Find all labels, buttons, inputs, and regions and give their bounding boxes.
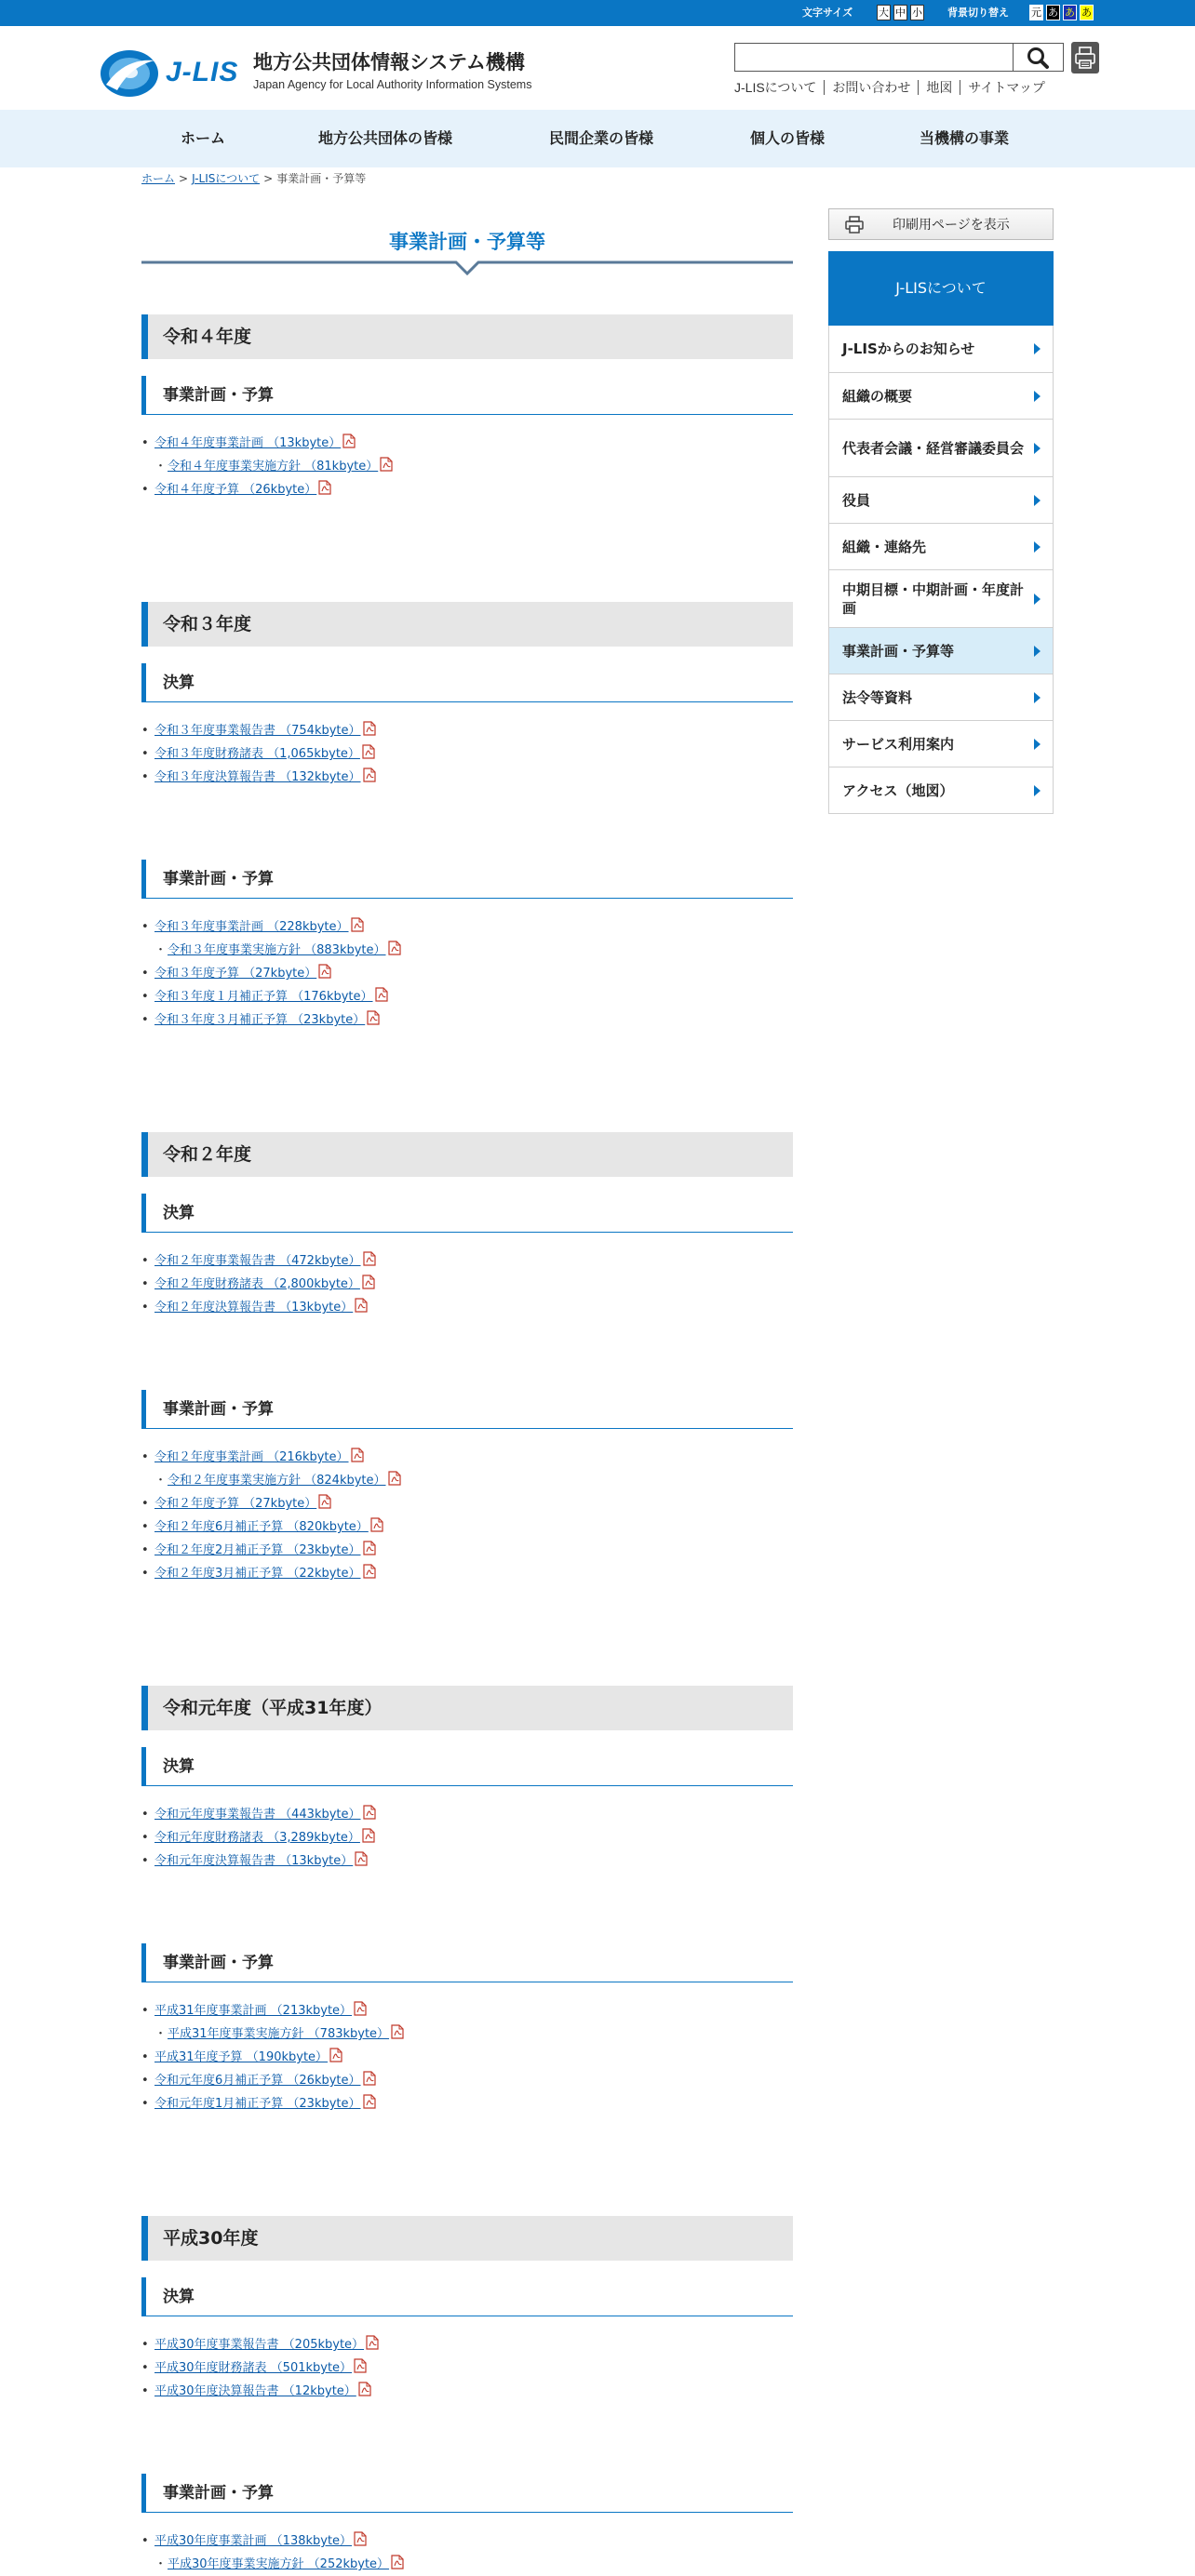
sidebar-item[interactable]: [829, 569, 1053, 627]
pdf-icon: [363, 2094, 376, 2109]
list-item: [141, 1008, 793, 1032]
breadcrumb-home[interactable]: ホーム: [141, 172, 176, 185]
document-list: [141, 432, 793, 501]
pdf-icon: [329, 2048, 342, 2062]
logo-wordmark[interactable]: J-LIS: [166, 57, 239, 87]
sub-heading: 決算: [141, 1194, 793, 1233]
pdf-icon: [367, 1010, 380, 1025]
bullet: •: [141, 1013, 149, 1027]
list-item: [141, 2046, 793, 2069]
pdf-icon: [318, 480, 331, 495]
print-page-label: 印刷用ページを表示: [893, 218, 1010, 233]
list-item: [141, 2380, 793, 2403]
list-item: [141, 719, 793, 742]
pdf-icon: [391, 2024, 404, 2039]
sub-heading: 事業計画・予算: [141, 1943, 793, 1982]
bullet: •: [141, 1543, 149, 1557]
pdf-icon: [358, 2382, 371, 2396]
document-link[interactable]: 令和３年度１月補正予算 （176kbyte）: [154, 990, 373, 1004]
document-link[interactable]: 令和元年度6月補正予算 （26kbyte）: [154, 2074, 361, 2088]
document-link[interactable]: 平成31年度事業実施方針 （783kbyte）: [168, 2027, 390, 2041]
list-item: [141, 2553, 793, 2576]
sub-heading: 事業計画・予算: [141, 860, 793, 899]
pdf-icon: [391, 2555, 404, 2569]
pdf-icon: [363, 1251, 376, 1266]
bg-black-button[interactable]: あ: [1048, 7, 1058, 19]
page-title: 事業計画・予算等: [389, 231, 545, 253]
document-link[interactable]: 平成30年度決算報告書 （12kbyte）: [154, 2384, 356, 2398]
document-list: [141, 915, 793, 1032]
header-link-contact[interactable]: お問い合わせ: [824, 80, 918, 95]
list-item: [141, 1803, 793, 1826]
document-link[interactable]: 令和３年度３月補正予算 （23kbyte）: [154, 1013, 366, 1027]
sidebar-item-label: J-LISからのお知らせ: [842, 340, 975, 357]
bullet: •: [141, 2384, 149, 2398]
bullet: •: [141, 2534, 149, 2548]
nav-item-local-gov[interactable]: 地方公共団体の皆様: [318, 129, 453, 147]
document-list: [141, 1999, 793, 2116]
bullet: •: [141, 2338, 149, 2352]
bullet: •: [141, 1450, 149, 1464]
document-link[interactable]: 令和２年度事業計画 （216kbyte）: [154, 1450, 349, 1464]
list-item: [141, 1446, 793, 1469]
global-nav: [0, 110, 1195, 167]
print-button[interactable]: [1071, 42, 1099, 73]
document-link[interactable]: 令和元年度事業報告書 （443kbyte）: [154, 1808, 361, 1822]
bullet: •: [141, 1301, 149, 1315]
font-size-large-button[interactable]: 大: [879, 7, 889, 19]
document-link[interactable]: 令和２年度予算 （27kbyte）: [154, 1497, 317, 1511]
list-item: [141, 1296, 793, 1319]
bullet: •: [141, 1254, 149, 1268]
list-item: [141, 1849, 793, 1873]
sidebar-item-label: 組織の概要: [842, 387, 913, 405]
list-item: [141, 1492, 793, 1515]
bg-switch-label: 背景切り替え: [947, 7, 1009, 19]
chevron-right-icon: [1034, 739, 1041, 750]
list-item: [141, 1562, 793, 1585]
breadcrumb-separator: >: [179, 172, 189, 185]
year-heading: 令和３年度: [141, 602, 793, 647]
bullet: •: [141, 1854, 149, 1868]
chevron-right-icon: [1034, 646, 1041, 657]
search-icon: [1014, 44, 1064, 73]
pdf-icon: [375, 987, 388, 1002]
bullet: •: [141, 2097, 149, 2111]
header-link-map[interactable]: 地図: [918, 80, 960, 95]
pdf-icon: [380, 457, 393, 472]
document-link[interactable]: 平成30年度事業計画 （138kbyte）: [154, 2534, 353, 2548]
document-link[interactable]: 令和３年度財務諸表 （1,065kbyte）: [154, 747, 360, 761]
sidebar-item[interactable]: [829, 419, 1053, 476]
bullet: •: [141, 1808, 149, 1822]
list-item: [141, 1999, 793, 2022]
document-link[interactable]: 令和３年度事業計画 （228kbyte）: [154, 920, 349, 934]
sidebar-item-label: 事業計画・予算等: [842, 642, 955, 660]
sidebar-item-label: サービス利用案内: [842, 735, 955, 753]
pdf-icon: [363, 2071, 376, 2086]
sub-heading: 事業計画・予算: [141, 2474, 793, 2513]
nav-item-home[interactable]: ホーム: [181, 129, 226, 147]
printer-icon: [1071, 42, 1099, 73]
bullet: •: [141, 2074, 149, 2088]
year-heading: 令和４年度: [141, 314, 793, 359]
bullet: •: [141, 1520, 149, 1534]
bullet: •: [141, 770, 149, 784]
sidebar-item-label: アクセス（地図）: [842, 781, 954, 799]
document-link[interactable]: 平成30年度財務諸表 （501kbyte）: [154, 2361, 353, 2375]
document-link[interactable]: 令和２年度財務諸表 （2,800kbyte）: [154, 1277, 360, 1291]
list-item: [141, 1249, 793, 1273]
pdf-icon: [351, 1448, 364, 1462]
bullet: •: [141, 990, 149, 1004]
pdf-icon: [318, 964, 331, 979]
document-list: [141, 1446, 793, 1585]
list-item: [141, 985, 793, 1008]
pdf-icon: [318, 1494, 331, 1509]
list-item: [141, 1515, 793, 1539]
list-item: [141, 455, 793, 478]
list-item: [141, 1826, 793, 1849]
site-header: [0, 26, 1195, 110]
sidebar-item[interactable]: [829, 372, 1053, 419]
pdf-icon: [363, 767, 376, 782]
utility-bar: [0, 0, 1195, 26]
breadcrumb: [141, 171, 366, 186]
list-item: [141, 432, 793, 455]
header-link-about[interactable]: J-LISについて: [734, 80, 817, 95]
pdf-icon: [363, 1805, 376, 1820]
sidebar-heading[interactable]: J-LISについて: [828, 251, 1054, 326]
pdf-icon: [363, 1541, 376, 1555]
bullet: ・: [154, 460, 168, 474]
pdf-icon: [354, 2358, 367, 2373]
bullet: •: [141, 747, 149, 761]
document-link[interactable]: 令和元年度決算報告書 （13kbyte）: [154, 1854, 354, 1868]
font-size-label: 文字サイズ: [802, 7, 853, 19]
bg-yellow-button[interactable]: あ: [1081, 7, 1092, 19]
list-item: [141, 766, 793, 789]
sidebar-item-label: 中期目標・中期計画・年度計画: [842, 581, 1025, 617]
font-size-medium-button[interactable]: 中: [895, 7, 906, 19]
year-heading: 令和元年度（平成31年度）: [141, 1686, 793, 1730]
document-link[interactable]: 令和元年度財務諸表 （3,289kbyte）: [154, 1831, 360, 1845]
pdf-icon: [370, 1517, 383, 1532]
document-link[interactable]: 令和３年度事業実施方針 （883kbyte）: [168, 943, 386, 957]
chevron-right-icon: [1034, 785, 1041, 796]
document-link[interactable]: 令和２年度6月補正予算 （820kbyte）: [154, 1520, 369, 1534]
font-size-small-button[interactable]: 小: [912, 7, 922, 19]
org-name-ja[interactable]: 地方公共団体情報システム機構: [253, 51, 525, 73]
org-name-en: Japan Agency for Local Authority Information Systems: [253, 78, 532, 91]
bullet: •: [141, 2050, 149, 2064]
chevron-right-icon: [1034, 443, 1041, 454]
sub-heading: 事業計画・予算: [141, 1390, 793, 1429]
bullet: •: [141, 1277, 149, 1291]
document-link[interactable]: 令和４年度事業計画 （13kbyte）: [154, 436, 342, 450]
chevron-right-icon: [1034, 391, 1041, 402]
jlis-logo-mark-icon[interactable]: [99, 47, 160, 99]
document-list: [141, 2333, 793, 2403]
list-item: [141, 915, 793, 939]
search-button[interactable]: [1014, 43, 1064, 72]
list-item: [141, 2356, 793, 2380]
bullet: •: [141, 436, 149, 450]
list-item: [141, 2069, 793, 2092]
chevron-right-icon: [1034, 692, 1041, 703]
list-item: [141, 1273, 793, 1296]
chevron-right-icon: [1034, 541, 1041, 553]
list-item: [141, 478, 793, 501]
sidebar-item[interactable]: [829, 767, 1053, 813]
pdf-icon: [355, 1851, 368, 1866]
pdf-icon: [362, 1275, 375, 1289]
list-item: [141, 962, 793, 985]
list-item: [141, 2092, 793, 2116]
nav-item-individuals[interactable]: 個人の皆様: [750, 129, 826, 147]
document-link[interactable]: 令和２年度2月補正予算 （23kbyte）: [154, 1543, 361, 1557]
bullet: ・: [154, 2027, 168, 2041]
nav-item-our-business[interactable]: 当機構の事業: [920, 129, 1010, 147]
pdf-icon: [355, 1298, 368, 1313]
document-link[interactable]: 令和２年度事業報告書 （472kbyte）: [154, 1254, 361, 1268]
bullet: •: [141, 967, 149, 981]
chevron-right-icon: [1034, 495, 1041, 506]
chevron-right-icon: [1034, 594, 1041, 605]
year-heading: 令和２年度: [141, 1132, 793, 1177]
breadcrumb-parent[interactable]: J-LISについて: [192, 172, 261, 185]
document-link[interactable]: 令和３年度事業報告書 （754kbyte）: [154, 724, 361, 738]
list-item: [141, 2529, 793, 2553]
chevron-right-icon: [1034, 343, 1041, 354]
print-page-button[interactable]: [828, 208, 1054, 240]
bullet: ・: [154, 943, 168, 957]
pdf-icon: [366, 2335, 379, 2350]
bg-blue-button[interactable]: あ: [1065, 7, 1075, 19]
document-link[interactable]: 令和２年度3月補正予算 （22kbyte）: [154, 1567, 361, 1581]
sidebar-item[interactable]: [829, 674, 1053, 720]
sidebar-item-label: 役員: [842, 491, 871, 509]
bullet: •: [141, 2004, 149, 2018]
bullet: •: [141, 483, 149, 497]
sidebar-item[interactable]: [829, 720, 1053, 767]
document-link[interactable]: 令和３年度決算報告書 （132kbyte）: [154, 770, 361, 784]
document-link[interactable]: 平成30年度事業報告書 （205kbyte）: [154, 2338, 365, 2352]
bullet: •: [141, 1567, 149, 1581]
list-item: [141, 2333, 793, 2356]
bullet: ・: [154, 1474, 168, 1488]
list-item: [141, 939, 793, 962]
bullet: ・: [154, 2557, 168, 2571]
document-link[interactable]: 令和元年度1月補正予算 （23kbyte）: [154, 2097, 361, 2111]
list-item: [141, 1539, 793, 1562]
sidebar-item-label: 代表者会議・経営審議委員会: [842, 439, 1025, 457]
pdf-icon: [342, 434, 356, 448]
printer-icon: [844, 216, 865, 234]
sub-heading: 決算: [141, 663, 793, 702]
document-link[interactable]: 令和２年度決算報告書 （13kbyte）: [154, 1301, 354, 1315]
document-list: [141, 1803, 793, 1873]
pdf-icon: [354, 2001, 367, 2016]
bullet: •: [141, 724, 149, 738]
sub-heading: 決算: [141, 1747, 793, 1786]
bullet: •: [141, 2361, 149, 2375]
sidebar-item[interactable]: [829, 523, 1053, 569]
pdf-icon: [354, 2531, 367, 2546]
document-link[interactable]: 平成31年度予算 （190kbyte）: [154, 2050, 329, 2064]
year-heading: 平成30年度: [141, 2216, 793, 2261]
sub-heading: 決算: [141, 2277, 793, 2316]
list-item: [141, 742, 793, 766]
pdf-icon: [351, 917, 364, 932]
document-link[interactable]: 令和２年度事業実施方針 （824kbyte）: [168, 1474, 386, 1488]
bullet: •: [141, 1831, 149, 1845]
document-link[interactable]: 令和３年度予算 （27kbyte）: [154, 967, 317, 981]
list-item: [141, 2022, 793, 2046]
sidebar-item[interactable]: [829, 476, 1053, 523]
title-underline: [141, 260, 793, 277]
sidebar-item-label: 組織・連絡先: [842, 538, 927, 555]
sidebar-item[interactable]: [829, 326, 1053, 372]
list-item: [141, 1469, 793, 1492]
bullet: •: [141, 1497, 149, 1511]
sidebar-menu: [828, 326, 1054, 814]
document-link[interactable]: 平成30年度事業実施方針 （252kbyte）: [168, 2557, 390, 2571]
header-link-sitemap[interactable]: サイトマップ: [960, 80, 1052, 95]
bullet: •: [141, 920, 149, 934]
header-links: [734, 80, 1053, 97]
pdf-icon: [363, 721, 376, 736]
breadcrumb-separator: >: [263, 172, 274, 185]
document-list: [141, 2529, 793, 2576]
search-input[interactable]: [734, 43, 1014, 72]
nav-item-private-companies[interactable]: 民間企業の皆様: [549, 129, 654, 147]
document-list: [141, 719, 793, 789]
pdf-icon: [362, 744, 375, 759]
document-link[interactable]: 平成31年度事業計画 （213kbyte）: [154, 2004, 353, 2018]
pdf-icon: [388, 941, 401, 955]
document-link[interactable]: 令和４年度予算 （26kbyte）: [154, 483, 317, 497]
pdf-icon: [363, 1564, 376, 1579]
pdf-icon: [388, 1471, 401, 1486]
document-link[interactable]: 令和４年度事業実施方針 （81kbyte）: [168, 460, 379, 474]
sub-heading: 事業計画・予算: [141, 376, 793, 415]
document-list: [141, 1249, 793, 1319]
bg-default-button[interactable]: 元: [1031, 7, 1041, 19]
breadcrumb-current: 事業計画・予算等: [276, 172, 367, 185]
sidebar-item-label: 法令等資料: [842, 688, 913, 706]
sidebar-item[interactable]: [829, 627, 1053, 674]
pdf-icon: [362, 1828, 375, 1843]
